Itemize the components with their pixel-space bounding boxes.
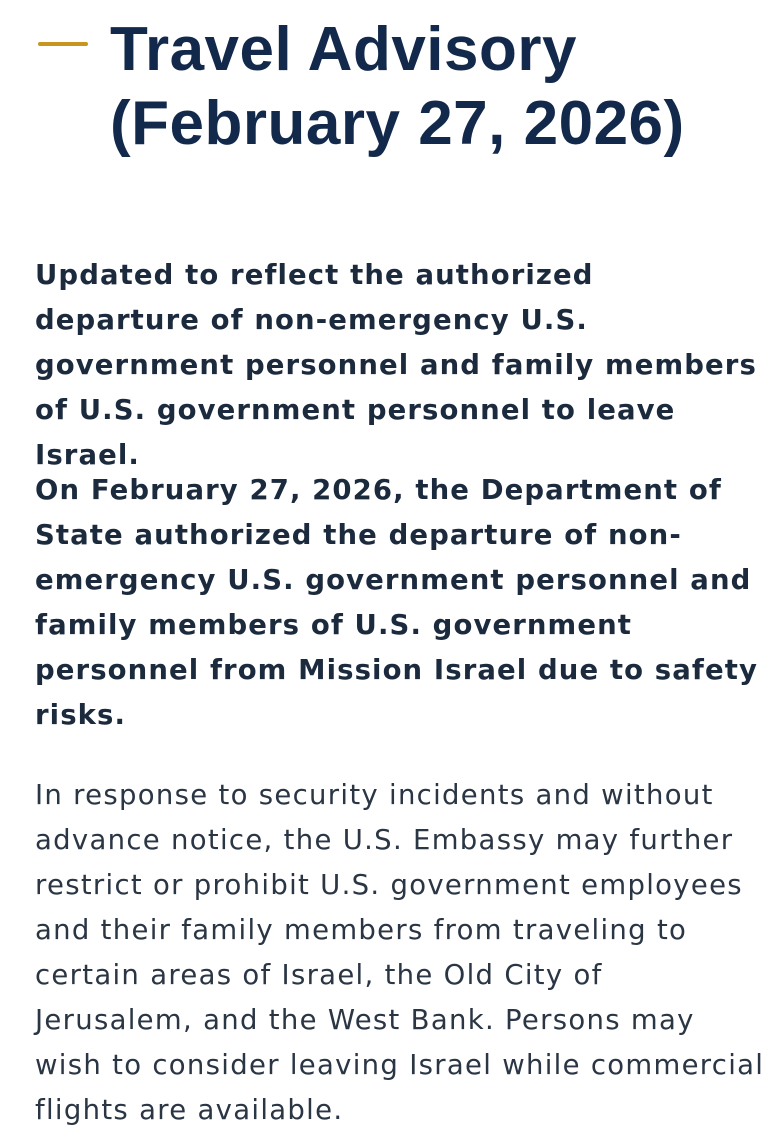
authorization-paragraph: On February 27, 2026, the Department of State authorized the departure of non-emergency U.S. government personnel and family members of U.S. government personnel from Mission Israel due to safety risks. bbox=[35, 474, 758, 731]
page-title: Travel Advisory bbox=[110, 15, 577, 84]
summary-paragraph: Updated to reflect the authorized departure of non-emergency U.S. government personnel and family members of U.S. government personnel to leave Israel. bbox=[35, 259, 757, 471]
page-title-date: (February 27, 2026) bbox=[110, 89, 685, 158]
security-paragraph: In response to security incidents and without advance notice, the U.S. Embassy may further restrict or prohibit U.S. government employees and their family members from traveling to certain areas of Israel, the Old City of Jerusalem, and the West Bank. Persons may wish to consider leaving Israel while commercial flights are available. bbox=[35, 779, 765, 1126]
dash-accent-icon bbox=[38, 42, 88, 46]
